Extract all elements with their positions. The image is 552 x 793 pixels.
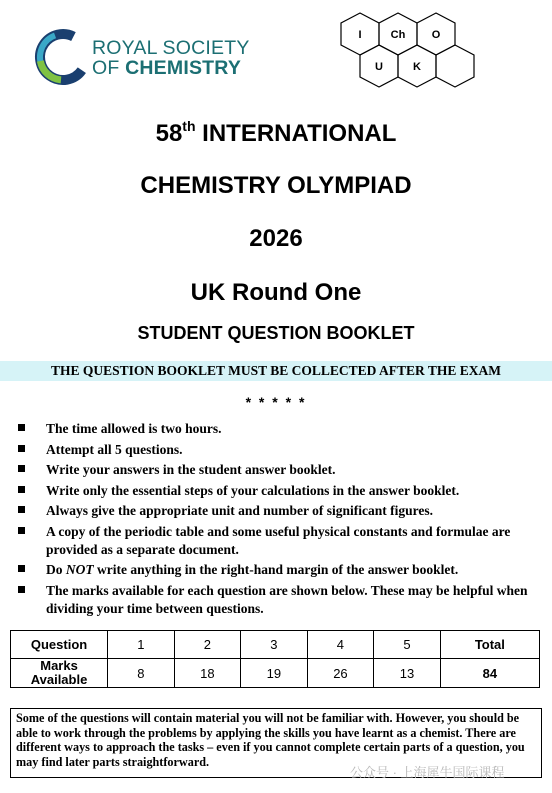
bullet-square-icon: [18, 565, 25, 572]
instruction-item: [18, 461, 538, 479]
question-marks: 8: [108, 659, 175, 688]
instruction-text: Attempt all 5 questions.: [46, 441, 183, 457]
instruction-text: Always give the appropriate unit and number of significant figures.: [46, 503, 434, 518]
instruction-item: [18, 523, 538, 559]
rsc-logo-line2-prefix: OF: [92, 57, 126, 79]
instruction-text-emphasis: NOT: [65, 562, 94, 577]
separator-stars: * * * * *: [245, 394, 307, 410]
bullet-square-icon: [18, 506, 25, 513]
table-row-questions: [11, 631, 540, 659]
hex-cell-ch: Ch: [390, 29, 406, 41]
title-year: 2026: [249, 225, 303, 252]
bullet-square-icon: [18, 586, 25, 593]
title-line-olympiad: CHEMISTRY OLYMPIAD: [140, 172, 412, 199]
instruction-item: [18, 441, 538, 459]
question-number: 4: [307, 631, 374, 659]
table-header-question: Question: [11, 631, 108, 659]
rsc-logo-line2: [92, 58, 250, 78]
title-line-international: [0, 120, 552, 148]
collection-banner: THE QUESTION BOOKLET MUST BE COLLECTED AFTER THE EXAM: [0, 361, 552, 381]
rsc-logo: [32, 26, 272, 90]
question-marks: 18: [174, 659, 241, 688]
bullet-square-icon: [18, 465, 25, 472]
rsc-logo-line1: ROYAL SOCIETY: [92, 37, 250, 59]
advice-note-box: Some of the questions will contain material you will not be familiar with. However, you should be able to work through the problems by applying the skills you have learnt as a chemist. There are different ways to approach the tasks – even if you cannot complete certain parts of a question, you may find later parts straightforward.: [10, 708, 542, 778]
title-round: UK Round One: [190, 279, 362, 306]
rsc-logo-text: [92, 38, 250, 78]
question-number: 5: [374, 631, 441, 659]
rsc-logo-line2-bold: CHEMISTRY: [125, 57, 242, 79]
instruction-item: [18, 420, 538, 438]
hex-cell-u: U: [375, 61, 383, 73]
bullet-square-icon: [18, 424, 25, 431]
instruction-text: A copy of the periodic table and some useful physical constants and formulae are provided as a separate document.: [46, 523, 511, 557]
question-marks: 26: [307, 659, 374, 688]
rsc-logo-mark-icon: [32, 26, 94, 88]
title-booklet: STUDENT QUESTION BOOKLET: [137, 323, 415, 343]
instruction-text: The marks available for each question are shown below. These may be helpful when dividing your time between questions.: [46, 582, 528, 616]
watermark-text: 公众号 · 上海犀牛国际课程: [350, 765, 505, 780]
icho-uk-hex-logo: [336, 10, 486, 110]
question-number: 3: [241, 631, 308, 659]
instructions-list: [18, 420, 538, 620]
table-row-marks: [11, 659, 540, 688]
instruction-text: The time allowed is two hours.: [46, 421, 222, 436]
instruction-text-post: write anything in the right-hand margin of the answer booklet.: [93, 562, 459, 577]
marks-table: [10, 630, 540, 688]
instruction-item: [18, 482, 538, 500]
table-header-marks: Marks Available: [11, 659, 108, 688]
bullet-square-icon: [18, 486, 25, 493]
hex-cell-o: O: [431, 29, 441, 41]
title-ordinal: th: [182, 118, 196, 134]
instruction-text: Write only the essential steps of your calculations in the answer booklet.: [46, 482, 460, 498]
bullet-square-icon: [18, 527, 25, 534]
title-international: INTERNATIONAL: [195, 120, 397, 147]
instruction-item: [18, 561, 538, 579]
question-marks: 19: [241, 659, 308, 688]
bullet-square-icon: [18, 445, 25, 452]
question-marks: 13: [374, 659, 441, 688]
total-marks: 84: [440, 659, 539, 688]
instruction-text: Write your answers in the student answer booklet.: [46, 462, 336, 477]
instruction-text-pre: Do: [46, 562, 66, 577]
instruction-item: [18, 582, 538, 618]
question-number: 2: [174, 631, 241, 659]
table-header-total: Total: [440, 631, 539, 659]
hex-cell-i: I: [358, 29, 362, 41]
title-number: 58: [155, 120, 183, 147]
hex-cell-k: K: [413, 61, 421, 73]
instruction-item: [18, 502, 538, 520]
question-number: 1: [108, 631, 175, 659]
